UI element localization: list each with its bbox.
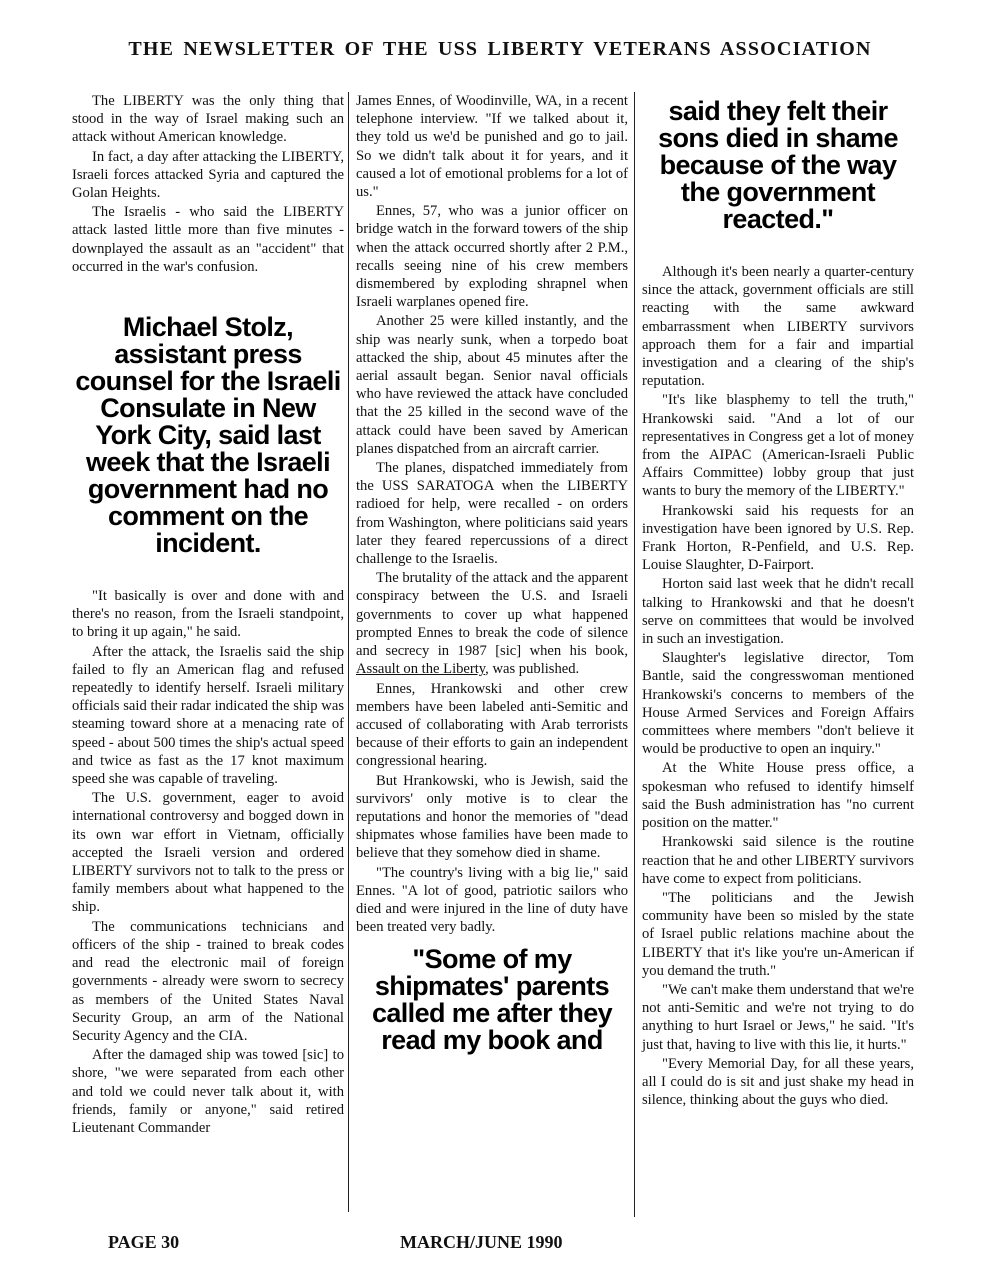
paragraph: Although it's been nearly a quarter-century since the attack, government officials are still reacting with the same awkward embarrassment when LIBERTY survivors approach them for a fair and impartial investigation and a clearing of the ship's reputation. xyxy=(642,264,914,390)
column-3 xyxy=(642,98,914,1110)
paragraph: "The country's living with a big lie," said Ennes. "A lot of good, patriotic sailors who died and were injured in the line of duty have been treated very badly. xyxy=(356,864,628,936)
paragraph: Ennes, Hrankowski and other crew members have been labeled anti-Semitic and accused of collaborating with Arab terrorists because of their efforts to gain an independent congressional hearing. xyxy=(356,680,628,770)
masthead-title: THE NEWSLETTER OF THE USS LIBERTY VETERANS ASSOCIATION xyxy=(128,38,872,60)
column-2 xyxy=(356,92,628,1054)
pull-quote-shipmates: "Some of my shipmates' parents called me after they read my book and xyxy=(371,944,613,1056)
paragraph: "It's like blasphemy to tell the truth," Hrankowski said. "And a lot of our representatives in Congress get a lot of money from the AIPAC (American-Israeli Public Affairs Committee) lobby group that just wants to bury the memory of the LIBERTY." xyxy=(642,392,914,500)
paragraph: In fact, a day after attacking the LIBERTY, Israeli forces attacked Syria and captured the Golan Heights. xyxy=(72,148,344,202)
paragraph: The communications technicians and officers of the ship - trained to break codes and read the electronic mail of foreign governments - already were sworn to secrecy as members of the United States Naval Security Group, an arm of the National Security Agency and the CIA. xyxy=(72,918,344,1044)
paragraph: The LIBERTY was the only thing that stood in the way of Israel making such an attack without American knowledge. xyxy=(72,93,344,146)
paragraph: At the White House press office, a spokesman who refused to identify himself said the Bush administration has "no current position on the matter." xyxy=(642,760,914,832)
paragraph: "We can't make them understand that we're not anti-Semitic and we're not trying to do anything to hurt Israel or Jews," he said. "It's just that, having to live with this lie, it hurts." xyxy=(642,981,914,1053)
paragraph: The Israelis - who said the LIBERTY attack lasted little more than five minutes - downplayed the assault as an "accident" that occurred in the war's confusion. xyxy=(72,204,344,275)
column-divider xyxy=(348,92,349,1212)
paragraph: The planes, dispatched immediately from the USS SARATOGA when the LIBERTY radioed for help, were recalled - on orders from Washington, where politicians said years later they feared repercussions of a direct challenge to the Israelis. xyxy=(356,460,628,568)
paragraph: "It basically is over and done with and there's no reason, from the Israeli standpoint, to bring it up again," he said. xyxy=(72,588,344,641)
text-run: , was published. xyxy=(485,661,580,678)
paragraph: "The politicians and the Jewish community have been so misled by the state of Israel public relations machine about the LIBERTY that it's like you're un-American if you demand the truth." xyxy=(642,889,914,979)
issue-date: MARCH/JUNE 1990 xyxy=(400,1232,563,1252)
page-number: PAGE 30 xyxy=(108,1232,180,1252)
paragraph: After the damaged ship was towed [sic] to shore, "we were separated from each other and told we could never talk about it, with friends, family or anyone," said retired Lieutenant Commander xyxy=(72,1047,344,1136)
paragraph: But Hrankowski, who is Jewish, said the survivors' only motive is to clear the reputations and honor the memories of "dead shipmates whose families have been made to believe that they somehow died in shame. xyxy=(356,772,628,862)
text-run: The brutality of the attack and the apparent conspiracy between the U.S. and Israeli governments to cover up what happened prompted Ennes to break the code of silence and secrecy in 1987 [sic] when his book, xyxy=(356,570,628,660)
paragraph: Horton said last week that he didn't recall talking to Hrankowski and that he doesn't serve on committees that would be involved in such an investigation. xyxy=(642,576,914,648)
paragraph: Slaughter's legislative director, Tom Bantle, said the congresswoman mentioned Hrankowski's concerns to members of the House Armed Services and Foreign Affairs committees where members "don't believe it would be productive to open an inquiry." xyxy=(642,650,914,758)
paragraph: James Ennes, of Woodinville, WA, in a recent telephone interview. "If we talked about it, they told us we'd be punished and go to jail. So we didn't talk about it for years, and it caused a lot of emotional problems for a lot of us." xyxy=(356,93,628,201)
column-divider xyxy=(634,92,635,1217)
paragraph: Hrankowski said his requests for an investigation have been ignored by U.S. Rep. Frank Horton, R-Penfield, and U.S. Rep. Louise Slaughter, D-Fairport. xyxy=(642,502,914,574)
paragraph: The U.S. government, eager to avoid international controversy and bogged down in its own war effort in Vietnam, officially accepted the Israeli version and ordered LIBERTY survivors not to talk to the press or family members about what happened to the ship. xyxy=(72,790,344,916)
column-1 xyxy=(72,92,344,1138)
paragraph: "Every Memorial Day, for all these years, all I could do is sit and just shake my head in silence, thinking about the guys who died. xyxy=(642,1055,914,1109)
paragraph: After the attack, the Israelis said the ship failed to fly an American flag and refused repeatedly to identify herself. Israeli military officials said their radar indicated the ship was steaming toward shore at a menacing rate of speed - about 500 times the ship's actual speed and twice as fast as the 17 knot maximum speed she was capable of traveling. xyxy=(72,643,344,788)
paragraph: Hrankowski said silence is the routine reaction that he and other LIBERTY survivors have come to expect from politicians. xyxy=(642,834,914,887)
pull-quote-stolz: Michael Stolz, assistant press counsel for the Israeli Consulate in New York City, said last week that the Israeli government had no comment on the incident. xyxy=(75,312,341,559)
book-title: Assault on the Liberty xyxy=(356,661,486,678)
pull-quote-continued: said they felt their sons died in shame because of the way the government reacted." xyxy=(658,96,898,234)
paragraph: Ennes, 57, who was a junior officer on bridge watch in the forward towers of the ship when the attack occurred shortly after 2 P.M., recalls seeing nine of his crew members dismembered by exploding shrapnel when Israeli warplanes opened fire. xyxy=(356,203,628,311)
paragraph xyxy=(356,569,628,678)
paragraph: Another 25 were killed instantly, and the ship was nearly sunk, when a torpedo boat attacked the ship, about 45 minutes after the aerial assault began. Senior naval officials who have reviewed the attack have concluded that the 25 killed in the second wave of the attack could have been saved by American planes dispatched from an aircraft carrier. xyxy=(356,313,628,457)
